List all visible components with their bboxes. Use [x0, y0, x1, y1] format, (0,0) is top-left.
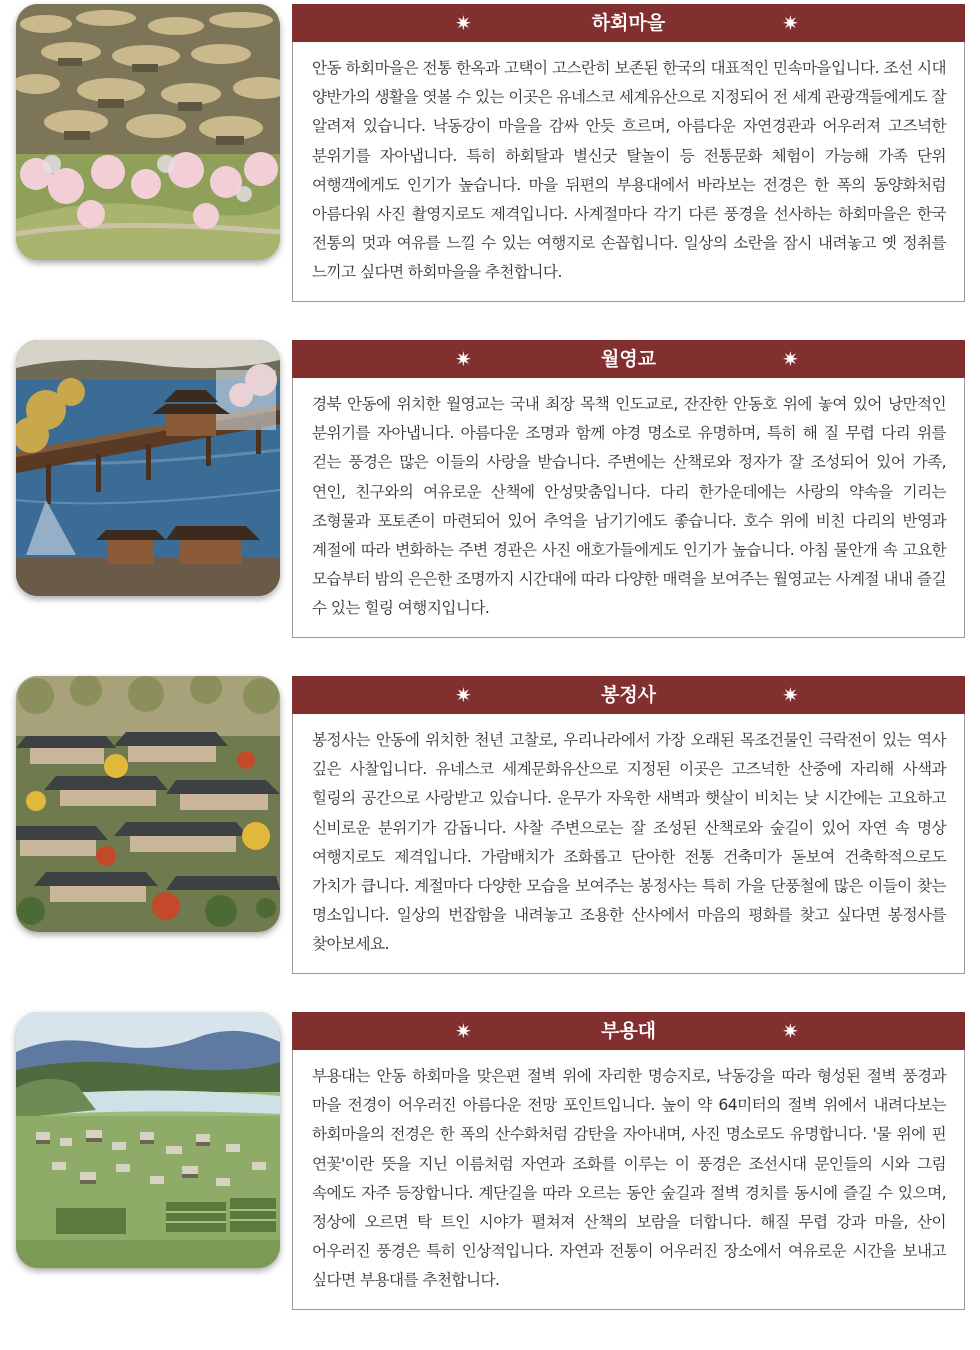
four-point-star-icon: ✷	[455, 1019, 472, 1043]
woryeonggyo-bridge-photo	[16, 340, 280, 596]
attraction-description: 봉정사는 안동에 위치한 천년 고찰로, 우리나라에서 가장 오래된 목조건물인 극락전이 있는 역사 깊은 사찰입니다. 유네스코 세계문화유산으로 지정된 이곳은 고즈넉한 산중에 자리해 사색과 힐링의 공간으로 사랑받고 있습니다. 운무가 자욱한 새벽과 햇살이 비치는 낮 시간에는 고요하고 신비로운 분위기가 감돕니다. 사찰 주변으로는 잘 조성된 산책로와 숲길이 있어 자연 속 명상 여행지로도 제격입니다. 가람배치가 조화롭고 단아한 전통 건축미가 돋보여 건축학적으로도 가치가 큽니다. 계절마다 다양한 모습을 보여주는 봉정사는 특히 가을 단풍철에 많은 이들이 찾는 명소입니다. 일상의 번잡함을 내려놓고 조용한 산사에서 마음의 평화를 찾고 싶다면 봉정사를 찾아보세요.	[292, 714, 965, 974]
attraction-title-bar	[292, 340, 965, 378]
attraction-title-bar	[292, 1012, 965, 1050]
four-point-star-icon: ✷	[455, 347, 472, 371]
four-point-star-icon: ✷	[455, 11, 472, 35]
attraction-title: 부용대	[600, 1020, 657, 1042]
attraction-card	[292, 1012, 965, 1310]
four-point-star-icon: ✷	[782, 347, 799, 371]
attraction-description: 경북 안동에 위치한 월영교는 국내 최장 목책 인도교로, 잔잔한 안동호 위에 놓여 있어 낭만적인 분위기를 자아냅니다. 아름다운 조명과 함께 야경 명소로 유명하며, 특히 해 질 무렵 다리 위를 걷는 풍경은 많은 이들의 사랑을 받습니다. 주변에는 산책로와 정자가 잘 조성되어 있어 가족, 연인, 친구와의 여유로운 산책에 안성맞춤입니다. 다리 한가운데에는 사랑의 약속을 기리는 조형물과 포토존이 마련되어 있어 추억을 남기기에도 좋습니다. 호수 위에 비친 다리의 반영과 계절에 따라 변화하는 주변 경관은 사진 애호가들에게도 인기가 높습니다. 아침 물안개 속 고요한 모습부터 밤의 은은한 조명까지 시간대에 따라 다양한 매력을 보여주는 월영교는 사계절 내내 즐길 수 있는 힐링 여행지입니다.	[292, 378, 965, 638]
attraction-title-bar	[292, 676, 965, 714]
four-point-star-icon: ✷	[782, 683, 799, 707]
attraction-section-bongjeongsa	[0, 672, 980, 982]
four-point-star-icon: ✷	[782, 11, 799, 35]
attraction-section-hahoe	[0, 0, 980, 310]
attraction-title: 하회마을	[591, 12, 666, 34]
bongjeongsa-temple-photo	[16, 676, 280, 932]
four-point-star-icon: ✷	[455, 683, 472, 707]
attraction-title-bar	[292, 4, 965, 42]
attraction-description: 안동 하회마을은 전통 한옥과 고택이 고스란히 보존된 한국의 대표적인 민속마을입니다. 조선 시대 양반가의 생활을 엿볼 수 있는 이곳은 유네스코 세계유산으로 지정되어 전 세계 관광객들에게도 잘 알려져 있습니다. 낙동강이 마을을 감싸 안듯 흐르며, 아름다운 자연경관과 어우러져 고즈넉한 분위기를 자아냅니다. 특히 하회탈과 별신굿 탈놀이 등 전통문화 체험이 가능해 가족 단위 여행객에게도 인기가 높습니다. 마을 뒤편의 부용대에서 바라보는 전경은 한 폭의 동양화처럼 아름다워 사진 촬영지로도 제격입니다. 사계절마다 각기 다른 풍경을 선사하는 하회마을은 한국 전통의 멋과 여유를 느낄 수 있는 여행지로 손꼽힙니다. 일상의 소란을 잠시 내려놓고 옛 정취를 느끼고 싶다면 하회마을을 추천합니다.	[292, 42, 965, 302]
attraction-section-buyongdae	[0, 1008, 980, 1318]
buyongdae-cliff-photo	[16, 1012, 280, 1268]
attraction-description: 부용대는 안동 하회마을 맞은편 절벽 위에 자리한 명승지로, 낙동강을 따라 형성된 절벽 풍경과 마을 전경이 어우러진 아름다운 전망 포인트입니다. 높이 약 64미터의 절벽 위에서 내려다보는 하회마을의 전경은 한 폭의 산수화처럼 감탄을 자아내며, 사진 명소로도 유명합니다. '물 위에 핀 연꽃'이란 뜻을 지닌 이름처럼 자연과 조화를 이루는 이 풍경은 조선시대 문인들의 시와 그림 속에도 자주 등장합니다. 계단길을 따라 오르는 동안 숲길과 절벽 경치를 동시에 즐길 수 있으며, 정상에 오르면 탁 트인 시야가 펼쳐져 산책의 보람을 더합니다. 해질 무렵 강과 마을, 산이 어우러진 풍경은 특히 인상적입니다. 자연과 전통이 어우러진 장소에서 여유로운 시간을 보내고 싶다면 부용대를 추천합니다.	[292, 1050, 965, 1310]
attraction-title: 봉정사	[600, 684, 657, 706]
attraction-title: 월영교	[600, 348, 657, 370]
attraction-card	[292, 340, 965, 638]
attraction-card	[292, 676, 965, 974]
hahoe-village-photo	[16, 4, 280, 260]
attraction-card	[292, 4, 965, 302]
attraction-section-woryeonggyo	[0, 336, 980, 646]
four-point-star-icon: ✷	[782, 1019, 799, 1043]
